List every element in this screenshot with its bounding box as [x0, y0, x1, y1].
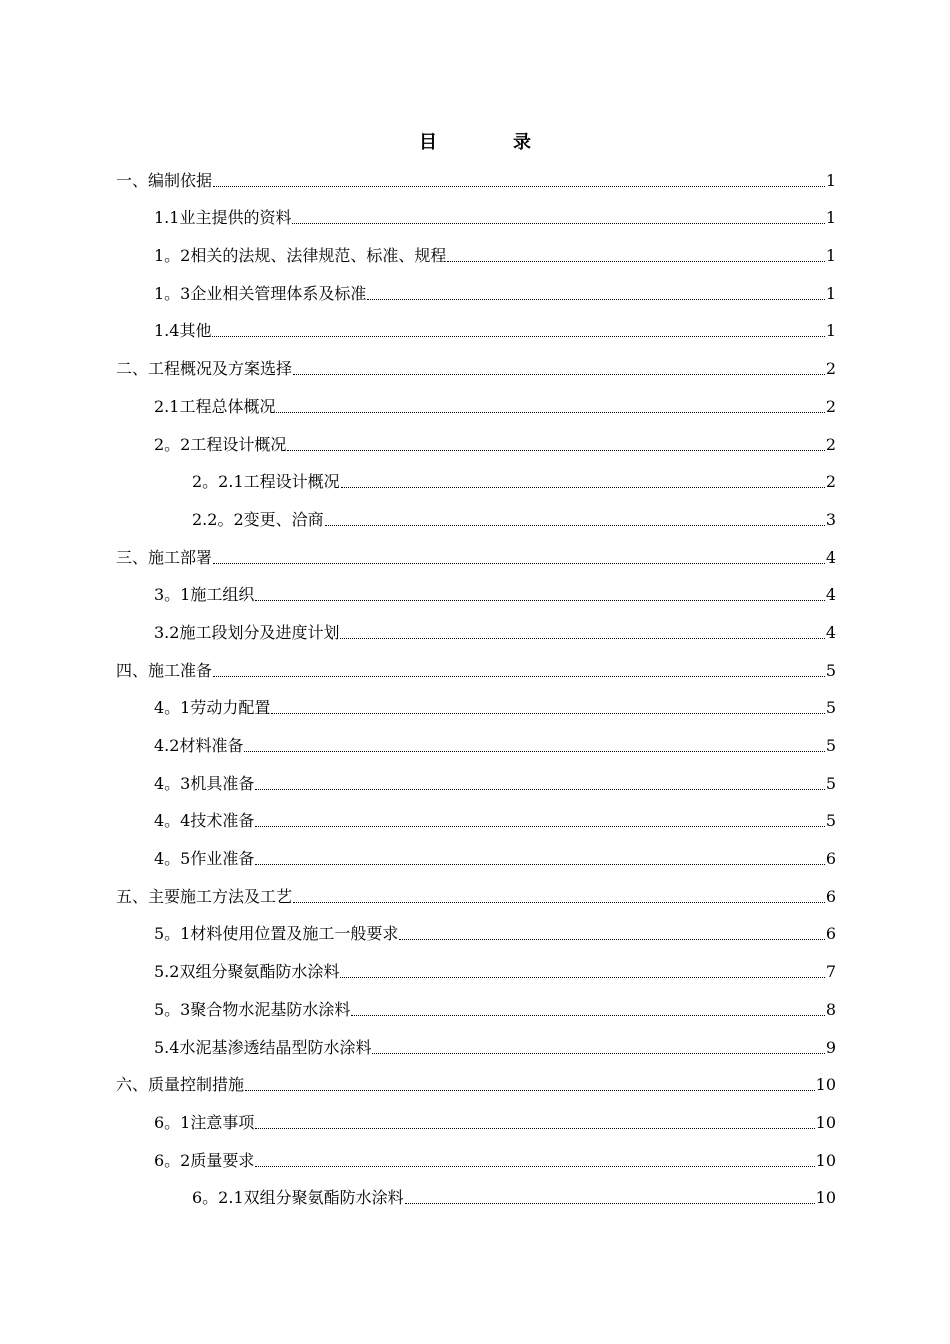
toc-entry-label: 1.1业主提供的资料	[154, 208, 292, 228]
toc-dot-leader	[213, 186, 825, 187]
toc-dot-leader	[399, 939, 824, 940]
toc-dot-leader	[367, 299, 824, 300]
toc-entry-page-number: 1	[825, 321, 836, 341]
toc-entry-label: 四、施工准备	[116, 660, 213, 680]
toc-entry-label: 4。3机具准备	[154, 773, 255, 793]
toc-entry-page-number: 1	[825, 246, 836, 266]
toc-entry[interactable]	[116, 311, 836, 349]
toc-dot-leader	[255, 600, 824, 601]
toc-entry[interactable]	[116, 160, 836, 198]
toc-entry-page-number: 7	[825, 962, 836, 982]
toc-dot-leader	[213, 676, 825, 677]
toc-entry-page-number: 5	[825, 773, 836, 793]
toc-entry-page-number: 5	[825, 698, 836, 718]
toc-entry-page-number: 1	[825, 170, 836, 190]
toc-entry-page-number: 6	[825, 886, 836, 906]
toc-dot-leader	[447, 261, 824, 262]
toc-entry-label: 4。5作业准备	[154, 849, 255, 869]
toc-entry[interactable]	[116, 876, 836, 914]
toc-entry-page-number: 2	[825, 434, 836, 454]
toc-entry[interactable]	[116, 348, 836, 386]
toc-dot-leader	[341, 487, 825, 488]
toc-dot-leader	[255, 1128, 814, 1129]
toc-entry-page-number: 3	[825, 509, 836, 529]
toc-dot-leader	[351, 1015, 824, 1016]
toc-dot-leader	[255, 864, 824, 865]
toc-entry[interactable]	[116, 235, 836, 273]
toc-entry[interactable]	[116, 989, 836, 1027]
toc-entry[interactable]	[116, 914, 836, 952]
toc-entry-label: 2。2工程设计概况	[154, 434, 287, 454]
toc-entry-label: 六、质量控制措施	[116, 1075, 245, 1095]
toc-entry-label: 3。1施工组织	[154, 585, 255, 605]
toc-entry-page-number: 5	[825, 811, 836, 831]
toc-dot-leader	[405, 1203, 815, 1204]
toc-entry-page-number: 10	[815, 1150, 836, 1170]
toc-entry-label: 6。2.1双组分聚氨酯防水涂料	[192, 1188, 404, 1208]
toc-entry-label: 5.4水泥基渗透结晶型防水涂料	[154, 1037, 372, 1057]
toc-entry[interactable]	[116, 1178, 836, 1216]
toc-entry[interactable]	[116, 650, 836, 688]
toc-dot-leader	[255, 826, 824, 827]
toc-entry[interactable]	[116, 1065, 836, 1103]
toc-title	[0, 128, 950, 154]
toc-entry-label: 五、主要施工方法及工艺	[116, 886, 293, 906]
toc-entry[interactable]	[116, 612, 836, 650]
toc-entry-page-number: 1	[825, 283, 836, 303]
toc-entry[interactable]	[116, 725, 836, 763]
toc-entry-label: 1。2相关的法规、法律规范、标准、规程	[154, 246, 447, 266]
toc-entry[interactable]	[116, 424, 836, 462]
toc-dot-leader	[340, 638, 824, 639]
toc-entry-label: 三、施工部署	[116, 547, 213, 567]
toc-entry-page-number: 9	[825, 1037, 836, 1057]
toc-entry[interactable]	[116, 951, 836, 989]
toc-dot-leader	[325, 525, 825, 526]
toc-entry-label: 5.2双组分聚氨酯防水涂料	[154, 962, 340, 982]
toc-dot-leader	[372, 1053, 824, 1054]
toc-entry[interactable]	[116, 1140, 836, 1178]
toc-dot-leader	[293, 902, 825, 903]
toc-entry-page-number: 10	[815, 1188, 836, 1208]
toc-entry[interactable]	[116, 273, 836, 311]
toc-entry[interactable]	[116, 1102, 836, 1140]
toc-entry-page-number: 2	[825, 396, 836, 416]
toc-dot-leader	[212, 336, 824, 337]
toc-dot-leader	[213, 563, 825, 564]
toc-entry-label: 6。1注意事项	[154, 1112, 255, 1132]
toc-dot-leader	[293, 374, 825, 375]
toc-entry-label: 2。2.1工程设计概况	[192, 472, 340, 492]
toc-entry[interactable]	[116, 688, 836, 726]
toc-entry-label: 4。4技术准备	[154, 811, 255, 831]
toc-entry-label: 二、工程概况及方案选择	[116, 359, 293, 379]
toc-entry-page-number: 2	[825, 359, 836, 379]
toc-title-char-1: 目	[419, 132, 437, 153]
toc-entry[interactable]	[116, 386, 836, 424]
toc-entry-page-number: 2	[825, 472, 836, 492]
toc-entry-page-number: 6	[825, 924, 836, 944]
toc-entry-page-number: 10	[815, 1112, 836, 1132]
toc-entry-label: 5。3聚合物水泥基防水涂料	[154, 999, 351, 1019]
toc-entry-label: 4。1劳动力配置	[154, 698, 271, 718]
toc-entry[interactable]	[116, 763, 836, 801]
toc-dot-leader	[271, 713, 824, 714]
toc-dot-leader	[244, 751, 824, 752]
toc-entry-label: 3.2施工段划分及进度计划	[154, 622, 340, 642]
toc-entry-label: 一、编制依据	[116, 170, 213, 190]
toc-entry-page-number: 6	[825, 849, 836, 869]
toc-entry[interactable]	[116, 575, 836, 613]
toc-entry-label: 1.4其他	[154, 321, 212, 341]
toc-dot-leader	[287, 450, 824, 451]
toc-entry-label: 6。2质量要求	[154, 1150, 255, 1170]
toc-list	[116, 160, 836, 1215]
toc-dot-leader	[255, 1166, 814, 1167]
toc-entry-label: 2.1工程总体概况	[154, 396, 276, 416]
toc-entry-label: 1。3企业相关管理体系及标准	[154, 283, 367, 303]
toc-entry-page-number: 5	[825, 660, 836, 680]
toc-entry-page-number: 4	[825, 585, 836, 605]
toc-entry-label: 5。1材料使用位置及施工一般要求	[154, 924, 399, 944]
toc-entry[interactable]	[116, 838, 836, 876]
toc-entry[interactable]	[116, 198, 836, 236]
toc-entry[interactable]	[116, 801, 836, 839]
toc-entry-label: 4.2材料准备	[154, 736, 244, 755]
toc-entry-label: 2.2。2变更、洽商	[192, 509, 324, 529]
toc-title-char-2: 录	[513, 132, 531, 153]
toc-dot-leader	[292, 223, 824, 224]
toc-entry-page-number: 4	[825, 622, 836, 642]
toc-entry[interactable]	[116, 1027, 836, 1065]
toc-dot-leader	[255, 789, 824, 790]
toc-entry-page-number: 4	[825, 547, 836, 567]
toc-entry-page-number: 5	[825, 736, 836, 755]
toc-entry[interactable]	[116, 537, 836, 575]
toc-dot-leader	[276, 412, 824, 413]
toc-dot-leader	[340, 977, 824, 978]
toc-entry[interactable]	[116, 462, 836, 500]
toc-entry-page-number: 1	[825, 208, 836, 228]
toc-entry[interactable]	[116, 499, 836, 537]
toc-entry-page-number: 8	[825, 999, 836, 1019]
toc-entry-page-number: 10	[815, 1075, 836, 1095]
toc-dot-leader	[245, 1090, 815, 1091]
